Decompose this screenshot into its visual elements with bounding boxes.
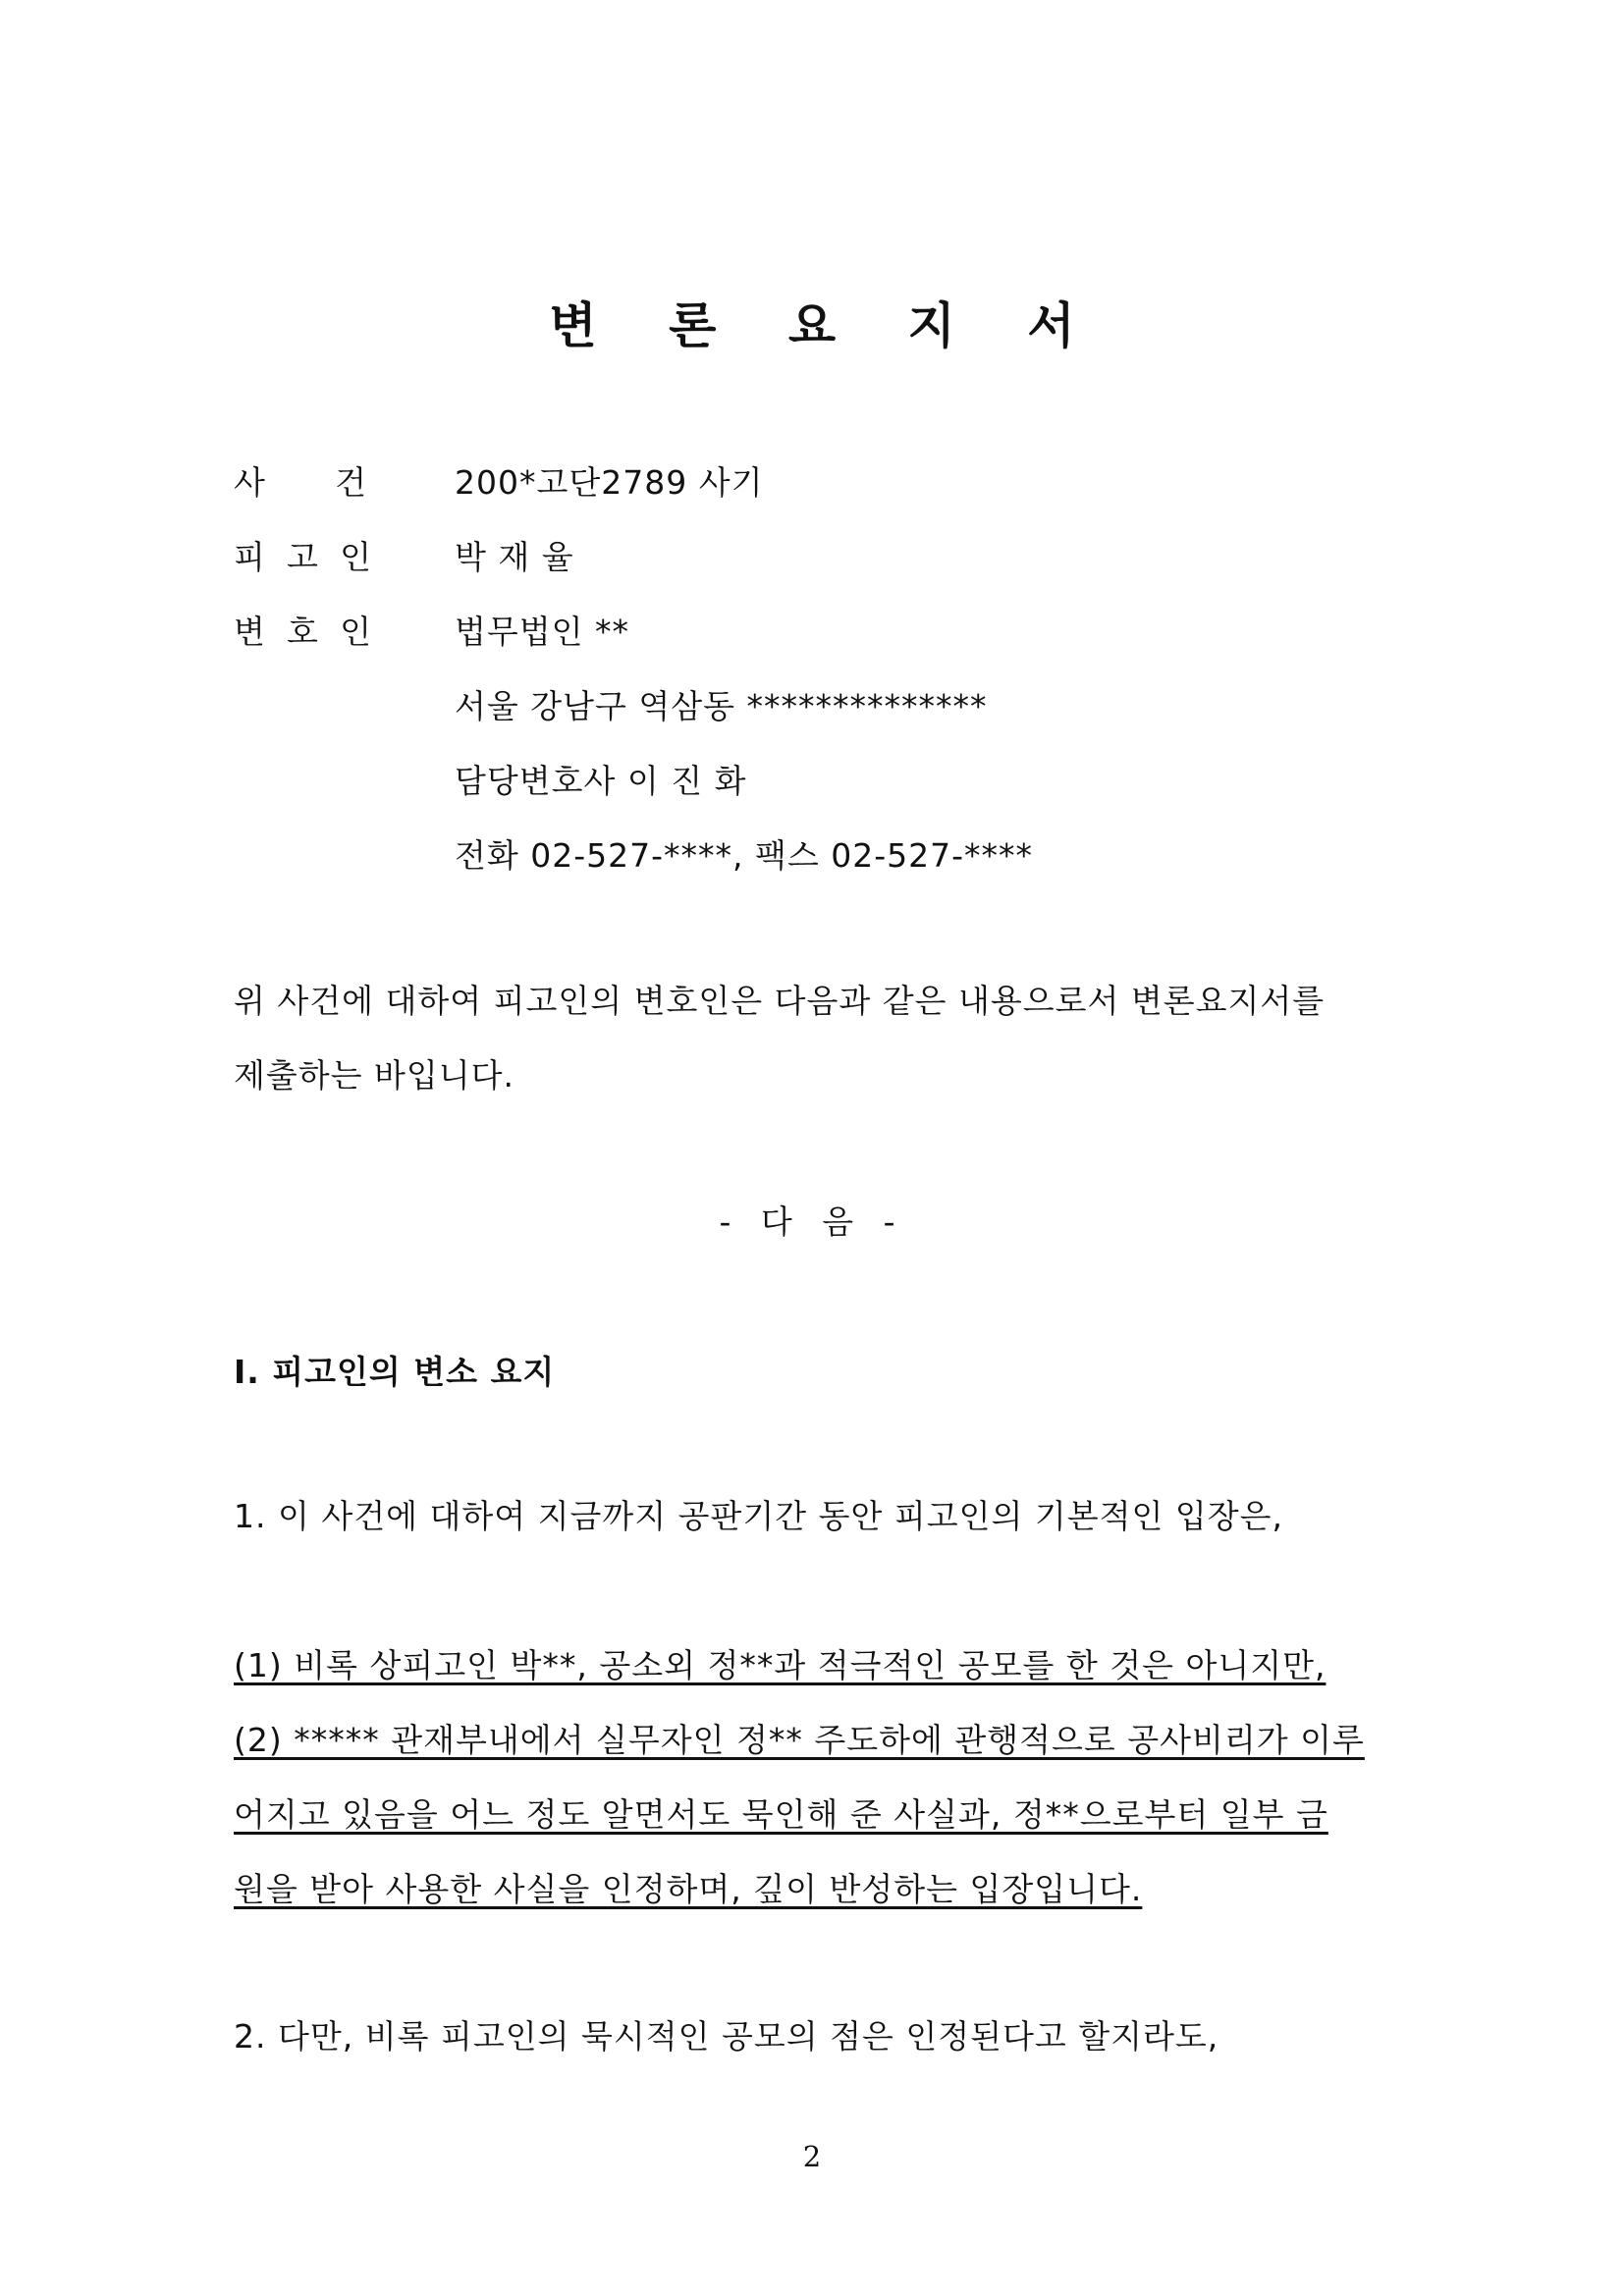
case-label-char: 사 — [234, 463, 265, 502]
counsel-address: 서울 강남구 역삼동 ************** — [455, 687, 988, 725]
item-1-sub-1: (1) 비록 상피고인 박**, 공소외 정**과 적극적인 공모를 한 것은 아니지만, — [234, 1646, 1326, 1684]
item-1-sub-2-line-2: 어지고 있음을 어느 정도 알면서도 묵인해 준 사실과, 정**으로부터 일부 금 — [234, 1795, 1328, 1834]
defendant-label-char: 피 — [234, 538, 265, 576]
defendant-value: 박 재 율 — [455, 538, 574, 576]
intro-line-1: 위 사건에 대하여 피고인의 변호인은 다음과 같은 내용으로서 변론요지서를 — [234, 982, 1326, 1020]
counsel-label-char: 변 — [234, 613, 265, 651]
defendant-label-char: 고 — [287, 538, 318, 576]
case-label-char: 건 — [335, 463, 366, 502]
item-2: 2. 다만, 비록 피고인의 묵시적인 공모의 점은 인정된다고 할지라도, — [234, 2017, 1219, 2056]
defendant-label-char: 인 — [340, 538, 371, 576]
page-number: 2 — [802, 2140, 822, 2173]
counsel-lawyer: 담당변호사 이 진 화 — [455, 762, 747, 800]
case-label — [234, 458, 366, 507]
next-heading: - 다 음 - — [719, 1202, 905, 1241]
item-1-sub-2-line-1: (2) ***** 관재부내에서 실무자인 정** 주도하에 관행적으로 공사비리가 이루 — [234, 1721, 1365, 1759]
document-title: 변 론 요 지 서 — [549, 297, 1103, 354]
counsel-label-char: 인 — [340, 613, 371, 651]
section-heading: Ⅰ. 피고인의 변소 요지 — [234, 1353, 556, 1391]
counsel-label — [234, 608, 371, 657]
item-1-sub-2-line-3: 원을 받아 사용한 사실을 인정하며, 깊이 반성하는 입장입니다. — [234, 1870, 1143, 1908]
case-value: 200*고단2789 사기 — [455, 463, 764, 502]
defendant-label — [234, 533, 371, 582]
counsel-contact: 전화 02-527-****, 팩스 02-527-**** — [455, 836, 1034, 875]
intro-line-2: 제출하는 바입니다. — [234, 1056, 515, 1095]
item-1: 1. 이 사건에 대하여 지금까지 공판기간 동안 피고인의 기본적인 입장은, — [234, 1497, 1283, 1535]
counsel-firm: 법무법인 ** — [455, 613, 630, 651]
counsel-label-char: 호 — [287, 613, 318, 651]
